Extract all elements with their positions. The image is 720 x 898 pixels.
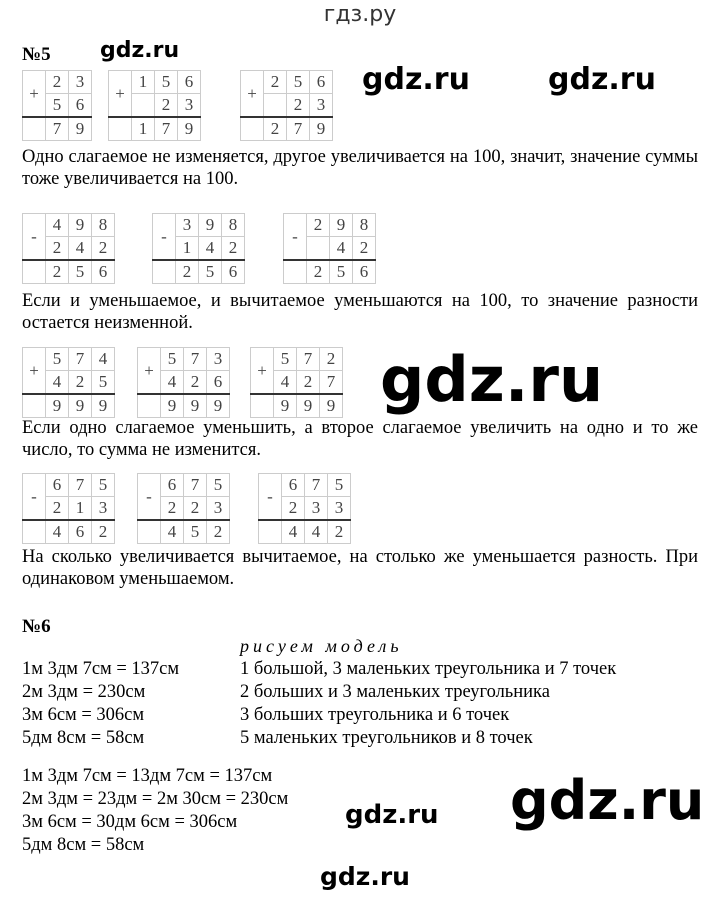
digit-cell: 3 [310,94,333,118]
digit-cell: 3 [69,71,92,94]
digit-cell: 8 [353,214,376,237]
digit-cell: 2 [307,214,330,237]
operator-sign: + [251,348,274,395]
digit-cell: 4 [330,237,353,261]
digit-cell: 2 [69,371,92,395]
empty-cell [251,394,274,418]
digit-cell: 4 [46,520,69,544]
digit-cell: 6 [207,371,230,395]
watermark-top: гдз.ру [323,2,397,27]
operator-sign: - [23,214,46,261]
empty-cell [138,394,161,418]
digit-cell: 2 [282,497,305,521]
digit-cell [132,94,155,118]
digit-cell: 9 [69,214,92,237]
digit-cell: 7 [184,474,207,497]
measure-line: 5дм 8см = 58см [22,728,145,748]
column-calculation [22,347,115,418]
digit-cell: 2 [297,371,320,395]
column-calculation [258,473,351,544]
digit-cell: 3 [207,348,230,371]
digit-cell: 3 [176,214,199,237]
digit-cell: 5 [184,520,207,544]
digit-cell [307,237,330,261]
digit-cell: 3 [305,497,328,521]
digit-cell: 2 [320,348,343,371]
digit-cell: 7 [155,117,178,141]
digit-cell: 3 [92,497,115,521]
digit-cell: 2 [92,520,115,544]
column-calculation [137,473,230,544]
empty-cell [138,520,161,544]
digit-cell: 9 [199,214,222,237]
digit-cell: 9 [297,394,320,418]
model-line: 5 маленьких треугольников и 8 точек [240,728,533,748]
empty-cell [23,260,46,284]
digit-cell: 3 [207,497,230,521]
digit-cell: 4 [305,520,328,544]
digit-cell: 2 [207,520,230,544]
digit-cell: 2 [161,497,184,521]
model-line: 1 большой, 3 маленьких треугольника и 7 точек [240,659,617,679]
digit-cell: 2 [353,237,376,261]
digit-cell: 7 [297,348,320,371]
model-line: 3 больших треугольника и 6 точек [240,705,510,725]
digit-cell: 4 [161,520,184,544]
operator-sign: - [259,474,282,521]
digit-cell: 6 [178,71,201,94]
column-calculation [240,70,333,141]
conversion-line: 1м 3дм 7см = 13дм 7см = 137см [22,766,273,786]
digit-cell: 4 [92,348,115,371]
digit-cell: 9 [69,394,92,418]
model-line: 2 больших и 3 маленьких треугольника [240,682,550,702]
digit-cell: 5 [199,260,222,284]
digit-cell: 2 [328,520,351,544]
watermark: gdz.ru [362,62,470,97]
watermark: gdz.ru [320,862,410,891]
empty-cell [23,117,46,141]
digit-cell: 6 [353,260,376,284]
watermark: gdz.ru [380,343,604,416]
digit-cell: 2 [46,237,69,261]
digit-cell: 7 [184,348,207,371]
digit-cell: 3 [328,497,351,521]
digit-cell: 8 [222,214,245,237]
empty-cell [259,520,282,544]
digit-cell: 2 [287,94,310,118]
digit-cell: 2 [46,497,69,521]
digit-cell: 4 [69,237,92,261]
digit-cell: 5 [207,474,230,497]
digit-cell: 4 [161,371,184,395]
empty-cell [241,117,264,141]
empty-cell [153,260,176,284]
digit-cell: 9 [274,394,297,418]
operator-sign: - [153,214,176,261]
measure-line: 3м 6см = 306см [22,705,145,725]
digit-cell: 6 [282,474,305,497]
empty-cell [284,260,307,284]
digit-cell: 5 [330,260,353,284]
explanation-text: Одно слагаемое не изменяется, другое увеличивается на 100, значит, значение суммы тоже увеличивается на 100. [22,147,698,189]
operator-sign: + [23,348,46,395]
digit-cell: 2 [264,71,287,94]
digit-cell: 9 [161,394,184,418]
digit-cell: 2 [307,260,330,284]
digit-cell: 2 [155,94,178,118]
column-calculation [22,473,115,544]
digit-cell: 9 [310,117,333,141]
digit-cell: 2 [176,260,199,284]
column-calculation [108,70,201,141]
digit-cell [264,94,287,118]
digit-cell: 5 [328,474,351,497]
explanation-text: Если и уменьшаемое, и вычитаемое уменьшаются на 100, то значение разности остается неизменной. [22,291,698,333]
task5-title: №5 [22,44,51,65]
digit-cell: 7 [287,117,310,141]
column-calculation [22,213,115,284]
digit-cell: 5 [287,71,310,94]
operator-sign: - [138,474,161,521]
digit-cell: 9 [92,394,115,418]
watermark: gdz.ru [345,800,439,830]
digit-cell: 5 [92,474,115,497]
digit-cell: 4 [199,237,222,261]
digit-cell: 7 [320,371,343,395]
digit-cell: 2 [184,371,207,395]
digit-cell: 4 [282,520,305,544]
operator-sign: + [138,348,161,395]
empty-cell [23,394,46,418]
digit-cell: 5 [69,260,92,284]
operator-sign: - [284,214,307,261]
digit-cell: 8 [92,214,115,237]
digit-cell: 5 [274,348,297,371]
operator-sign: + [241,71,264,118]
digit-cell: 2 [222,237,245,261]
digit-cell: 9 [330,214,353,237]
digit-cell: 2 [46,260,69,284]
digit-cell: 9 [46,394,69,418]
task6-title: №6 [22,616,51,637]
digit-cell: 6 [310,71,333,94]
digit-cell: 5 [46,348,69,371]
digit-cell: 1 [132,71,155,94]
digit-cell: 2 [264,117,287,141]
digit-cell: 6 [92,260,115,284]
digit-cell: 5 [161,348,184,371]
digit-cell: 4 [46,214,69,237]
watermark: gdz.ru [100,38,180,63]
digit-cell: 1 [69,497,92,521]
digit-cell: 9 [184,394,207,418]
column-calculation [250,347,343,418]
empty-cell [109,117,132,141]
conversion-line: 5дм 8см = 58см [22,835,145,855]
watermark: gdz.ru [548,62,656,97]
digit-cell: 2 [92,237,115,261]
digit-cell: 7 [69,474,92,497]
digit-cell: 6 [161,474,184,497]
empty-cell [23,520,46,544]
digit-cell: 7 [305,474,328,497]
digit-cell: 7 [46,117,69,141]
digit-cell: 1 [132,117,155,141]
digit-cell: 6 [46,474,69,497]
digit-cell: 9 [207,394,230,418]
measure-line: 2м 3дм = 230см [22,682,146,702]
digit-cell: 4 [46,371,69,395]
digit-cell: 5 [92,371,115,395]
digit-cell: 1 [176,237,199,261]
watermark: gdz.ru [510,769,705,832]
digit-cell: 9 [320,394,343,418]
column-calculation [22,70,92,141]
digit-cell: 6 [69,94,92,118]
digit-cell: 7 [69,348,92,371]
conversion-line: 2м 3дм = 23дм = 2м 30см = 230см [22,789,289,809]
digit-cell: 6 [222,260,245,284]
digit-cell: 2 [46,71,69,94]
digit-cell: 4 [274,371,297,395]
digit-cell: 6 [69,520,92,544]
digit-cell: 2 [184,497,207,521]
column-calculation [152,213,245,284]
digit-cell: 3 [178,94,201,118]
column-calculation [283,213,376,284]
explanation-text: Если одно слагаемое уменьшить, а второе слагаемое увеличить на одно и то же число, то сумма не изменится. [22,418,698,460]
operator-sign: + [109,71,132,118]
operator-sign: - [23,474,46,521]
model-heading: рисуем модель [240,636,403,656]
conversion-line: 3м 6см = 30дм 6см = 306см [22,812,238,832]
operator-sign: + [23,71,46,118]
measure-line: 1м 3дм 7см = 137см [22,659,180,679]
digit-cell: 5 [155,71,178,94]
digit-cell: 5 [46,94,69,118]
digit-cell: 9 [178,117,201,141]
explanation-text: На сколько увеличивается вычитаемое, на столько же уменьшается разность. При одинаковом уменьшаемом. [22,547,698,589]
column-calculation [137,347,230,418]
digit-cell: 9 [69,117,92,141]
